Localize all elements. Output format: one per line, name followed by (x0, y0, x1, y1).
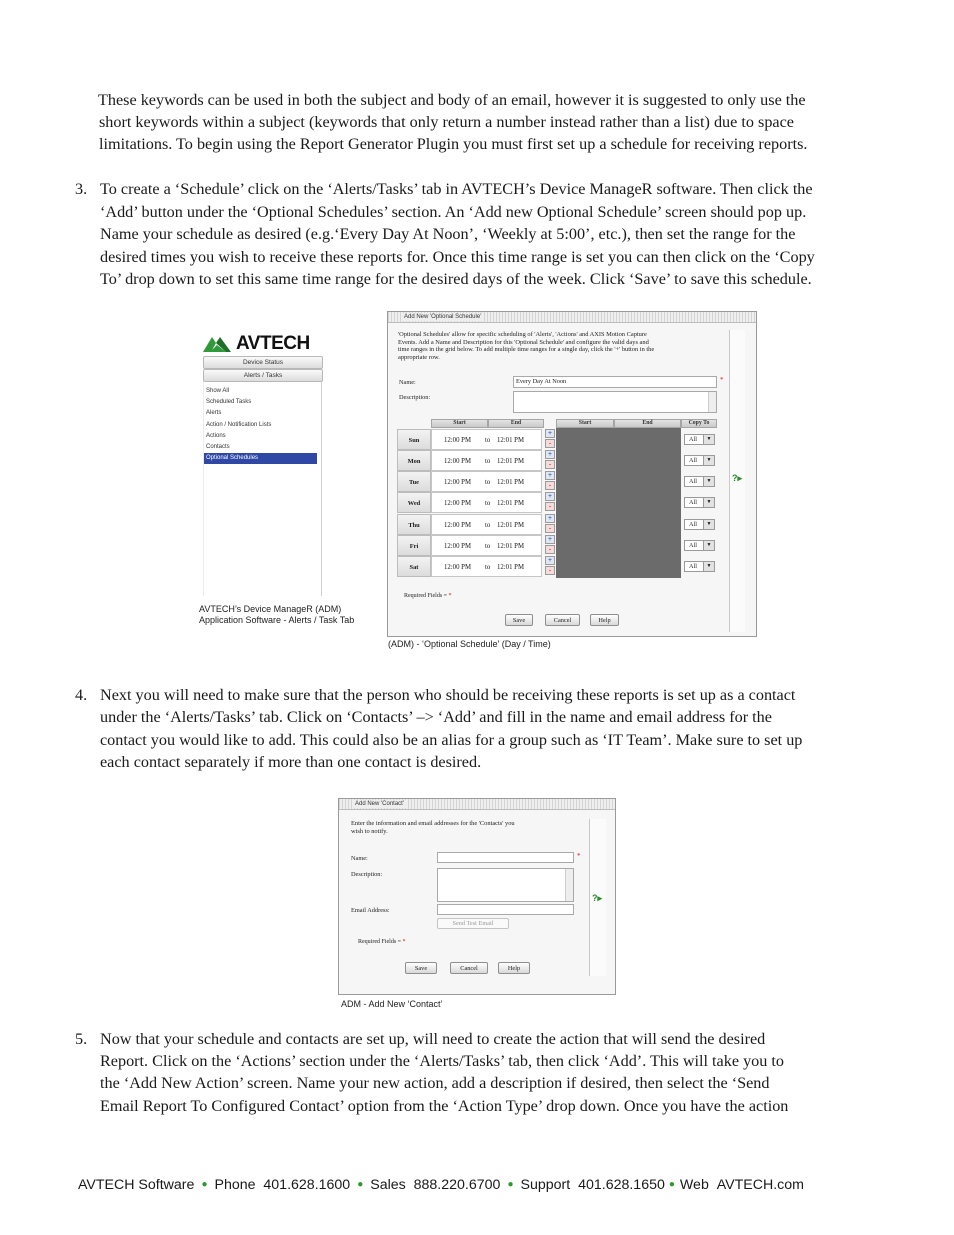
step-line: each contact separately if more than one contact is desired. (100, 753, 482, 771)
dialog-title-bar (339, 799, 615, 810)
time-range[interactable]: 12:00 PM to 12:01 PM (431, 556, 542, 577)
copy-to-select[interactable]: All ▼ (684, 519, 715, 530)
help-button[interactable]: Help (590, 614, 619, 626)
chevron-down-icon: ▼ (703, 435, 714, 444)
logo-text: AVTECH (236, 333, 310, 354)
day-label: Sat (397, 556, 431, 577)
description-label: Description: (351, 871, 383, 878)
step-line: ‘Add’ button under the ‘Optional Schedules’ section. An ‘Add new Optional Schedule’ screen should pop up. (100, 203, 807, 221)
add-remove-buttons[interactable]: + - (545, 450, 555, 469)
help-button[interactable]: Help (498, 962, 530, 974)
help-panel (729, 330, 745, 632)
help-panel (589, 819, 606, 976)
time-range[interactable]: 12:00 PM to 12:01 PM (431, 492, 542, 513)
caption-line: AVTECH’s Device ManageR (ADM) (199, 604, 342, 614)
footer-web-link[interactable]: AVTECH.com (716, 1177, 804, 1193)
chevron-down-icon: ▼ (703, 562, 714, 571)
step-line: Name your schedule as desired (e.g.‘Every Day At Noon’, ‘Weekly at 5:00’, etc.), then set the range for the (100, 225, 796, 243)
sidebar-item-show-all[interactable]: Show All (206, 388, 230, 394)
step-line: contact you would like to add. This could also be an alias for a group such as ‘IT Team’. Make sure to set up (100, 731, 803, 749)
header-end: End (488, 419, 544, 428)
intro-line: appropriate row. (398, 353, 440, 361)
email-address-input[interactable] (437, 904, 574, 915)
bullet-icon: ● (357, 1179, 364, 1190)
copy-to-select[interactable]: All ▼ (684, 434, 715, 445)
time-range[interactable]: 12:00 PM to 12:01 PM (431, 471, 542, 492)
help-icon[interactable]: ?▸ (732, 473, 743, 483)
intro-line: These keywords can be used in both the subject and body of an email, however it is suggested to only use the (98, 91, 806, 109)
send-test-email-button[interactable]: Send Test Email (437, 918, 509, 929)
copy-to-select[interactable]: All ▼ (684, 476, 715, 487)
day-label: Wed (397, 492, 431, 513)
add-remove-buttons[interactable]: + - (545, 492, 555, 511)
schedule-description-input[interactable] (513, 391, 717, 413)
sidebar-caption (199, 604, 354, 626)
footer-sales: 888.220.6700 (413, 1177, 501, 1193)
intro-line: 'Optional Schedules' allow for specific scheduling of 'Alerts', 'Actions' and AXIS Motion Capture (398, 331, 647, 338)
intro-line: Events. Add a Name and Description for this 'Optional Schedule' and configure the valid days and (398, 338, 649, 346)
chevron-down-icon: ▼ (703, 456, 714, 465)
device-status-button[interactable]: Device Status (203, 356, 323, 369)
required-fields-label: Required Fields = * (358, 939, 406, 945)
header-end-2: End (614, 419, 681, 428)
chevron-down-icon: ▼ (703, 477, 714, 486)
dialog-title-bar (388, 312, 756, 323)
footer-support-label: Support (520, 1177, 571, 1193)
step-number: 3. (75, 180, 88, 198)
schedule-name-input[interactable]: Every Day At Noon (513, 376, 717, 388)
step-line: the ‘Add New Action’ screen. Name your new action, add a description if desired, then select the ‘Send (100, 1074, 770, 1092)
footer-sales-label: Sales (370, 1177, 406, 1193)
description-scrollbar[interactable] (708, 392, 716, 412)
day-label: Tue (397, 471, 431, 492)
dialog-title: Add New 'Contact' (355, 801, 404, 807)
caption-line: Application Software - Alerts / Task Tab (199, 615, 355, 625)
sidebar-item-action-lists[interactable]: Action / Notification Lists (206, 421, 272, 428)
header-start: Start (431, 419, 488, 428)
secondary-time-range-area (556, 428, 681, 578)
sidebar-list (203, 382, 322, 596)
required-mark: * (720, 376, 724, 384)
cancel-button[interactable]: Cancel (545, 614, 580, 626)
required-fields-label: Required Fields = * (404, 593, 452, 599)
copy-to-select[interactable]: All ▼ (684, 540, 715, 551)
copy-to-select[interactable]: All ▼ (684, 455, 715, 466)
add-remove-buttons[interactable]: + - (545, 556, 555, 575)
add-remove-buttons[interactable]: + - (545, 514, 555, 533)
step-line: Next you will need to make sure that the person who should be receiving these reports is set up as a contact (100, 686, 796, 704)
bullet-icon: ● (507, 1179, 514, 1190)
contact-name-input[interactable] (437, 852, 574, 863)
chevron-down-icon: ▼ (703, 498, 714, 507)
step-line: To create a ‘Schedule’ click on the ‘Alerts/Tasks’ tab in AVTECH’s Device ManageR software. Then click the (100, 180, 813, 198)
dialog-title: Add New 'Optional Schedule' (404, 314, 482, 320)
sidebar-item-optional-schedules[interactable]: Optional Schedules (204, 453, 317, 464)
intro-line: wish to notify. (351, 827, 388, 835)
step-line: under the ‘Alerts/Tasks’ tab. Click on ‘Contacts’ –> ‘Add’ and fill in the name and email address for the (100, 708, 772, 726)
sidebar-item-contacts[interactable]: Contacts (206, 444, 230, 451)
footer-phone-label: Phone (214, 1177, 256, 1193)
step-number: 4. (75, 686, 88, 704)
bullet-icon: ● (201, 1179, 208, 1190)
sidebar-item-scheduled-tasks[interactable]: Scheduled Tasks (206, 399, 252, 406)
copy-to-select[interactable]: All ▼ (684, 497, 715, 508)
footer-phone: 401.628.1600 (263, 1177, 351, 1193)
add-remove-buttons[interactable]: + - (545, 429, 555, 448)
schedule-caption: (ADM) - ‘Optional Schedule’ (Day / Time) (388, 639, 551, 649)
time-range[interactable]: 12:00 PM to 12:01 PM (431, 450, 542, 471)
cancel-button[interactable]: Cancel (450, 962, 488, 974)
contact-description-input[interactable] (437, 868, 574, 902)
save-button[interactable]: Save (405, 962, 437, 974)
bullet-icon: ● (668, 1179, 675, 1190)
required-mark: * (577, 852, 581, 860)
avtech-logo (200, 332, 322, 354)
adm-sidebar-screenshot (200, 330, 322, 596)
contact-caption: ADM - Add New ‘Contact’ (341, 999, 443, 1009)
schedule-intro (398, 331, 654, 361)
intro-line: short keywords within a subject (keywords that only return a number instead rather than a list) due to space (99, 113, 794, 131)
footer-support: 401.628.1650 (578, 1177, 665, 1193)
avtech-logo-icon (202, 335, 232, 353)
intro-line: Enter the information and email addresses for the 'Contacts' you (351, 820, 515, 827)
day-label: Fri (397, 535, 431, 556)
step-line: desired times you wish to receive these reports for. Once this time range is set you can then click on the ‘Copy (100, 248, 815, 266)
step-line: Now that your schedule and contacts are set up, will need to create the action that will send the desired (100, 1030, 766, 1048)
description-label: Description: (399, 394, 431, 401)
copy-to-select[interactable]: All ▼ (684, 561, 715, 572)
sidebar-item-actions[interactable]: Actions (206, 432, 226, 439)
sidebar-item-alerts[interactable]: Alerts (206, 410, 222, 417)
intro-line: limitations. To begin using the Report Generator Plugin you must first set up a schedule for receiving reports. (99, 135, 808, 153)
step-line: To’ drop down to set this same time range for the desired days of the week. Click ‘Save’ to save this schedule. (100, 270, 812, 288)
intro-line: time ranges in the grid below. To add multiple time ranges for a single day, click the '+' button in the (398, 346, 655, 354)
add-remove-buttons[interactable]: + - (545, 471, 555, 490)
day-label: Sun (397, 429, 431, 450)
description-scrollbar[interactable] (565, 869, 573, 901)
email-label: Email Address: (351, 907, 390, 914)
help-icon[interactable]: ?▸ (592, 893, 603, 903)
chevron-down-icon: ▼ (703, 520, 714, 529)
header-start-2: Start (556, 419, 614, 428)
name-label: Name: (399, 379, 416, 386)
page-footer (78, 1176, 898, 1194)
time-range[interactable]: 12:00 PM to 12:01 PM (431, 514, 542, 535)
alerts-tasks-button[interactable]: Alerts / Tasks (203, 369, 323, 382)
time-range[interactable]: 12:00 PM to 12:01 PM (431, 535, 542, 556)
name-label: Name: (351, 855, 368, 862)
header-copy-to: Copy To (681, 419, 717, 428)
step-line: Email Report To Configured Contact’ option from the ‘Action Type’ drop down. Once you have the action (100, 1097, 789, 1115)
step-line: Report. Click on the ‘Actions’ section under the ‘Alerts/Tasks’ tab, then click ‘Add’. This will take you to (100, 1052, 784, 1070)
time-range[interactable]: 12:00 PM to 12:01 PM (431, 429, 542, 450)
step-number: 5. (75, 1030, 88, 1048)
contact-intro (351, 820, 515, 835)
footer-company: AVTECH Software (78, 1177, 195, 1193)
save-button[interactable]: Save (505, 614, 533, 626)
day-label: Mon (397, 450, 431, 471)
footer-web-label: Web (679, 1177, 709, 1193)
day-label: Thu (397, 514, 431, 535)
add-remove-buttons[interactable]: + - (545, 535, 555, 554)
chevron-down-icon: ▼ (703, 541, 714, 550)
